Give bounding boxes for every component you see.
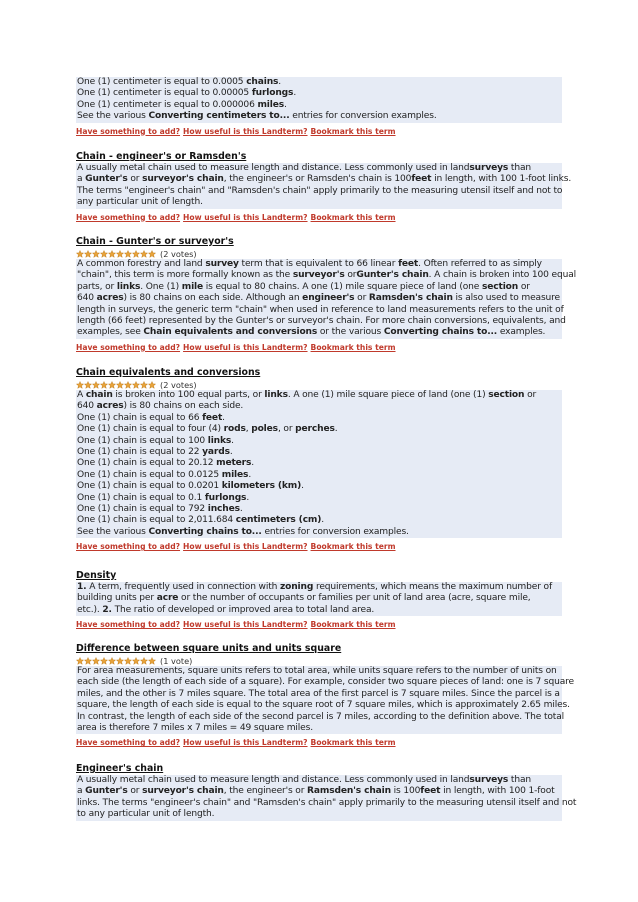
body-line: One (1) chain is equal to 0.1 furlongs.: [77, 492, 250, 503]
entry-actions: [76, 542, 562, 551]
body-line: One (1) chain is equal to 792 inches.: [77, 503, 243, 514]
have-something-to-add-link[interactable]: Have something to add?: [76, 212, 181, 222]
body-line: One (1) chain is equal to 22 yards.: [77, 446, 233, 457]
bookmark-term-link[interactable]: Bookmark this term: [310, 738, 396, 748]
star-icon[interactable]: [132, 657, 140, 665]
star-icon[interactable]: [108, 657, 116, 665]
entry-title[interactable]: Density: [76, 570, 117, 581]
star-icon[interactable]: [76, 381, 84, 389]
body-line: miles, and the other is 7 miles square. The total area of the first parcel is 7 square miles. Since the parcel is a: [77, 688, 560, 699]
rating: [76, 248, 562, 259]
star-icon[interactable]: [84, 657, 92, 665]
entry-title[interactable]: Chain - engineer's or Ramsden's: [76, 151, 247, 162]
body-line: examples, see Chain equivalents and conversions or the various Converting chains to... examples.: [77, 327, 546, 338]
star-icon[interactable]: [124, 381, 132, 389]
star-icon[interactable]: [92, 250, 100, 258]
body-line: One (1) centimeter is equal to 0.0005 chains.: [77, 77, 282, 87]
entry-body: [76, 666, 574, 734]
how-useful-link[interactable]: How useful is this Landterm?: [183, 212, 308, 222]
body-line: 640 acres) is 80 chains on each side. Although an engineer's or Ramsden's chain is also used to measure: [77, 293, 560, 304]
bookmark-term-link[interactable]: Bookmark this term: [310, 620, 396, 630]
star-icon[interactable]: [148, 250, 156, 258]
entry-body: [76, 259, 576, 339]
have-something-to-add-link[interactable]: Have something to add?: [76, 620, 181, 630]
entry-title[interactable]: Engineer's chain: [76, 763, 164, 774]
entry-actions: [76, 127, 562, 136]
body-line: etc.). 2. The ratio of developed or improved area to total land area.: [77, 604, 375, 615]
have-something-to-add-link[interactable]: Have something to add?: [76, 342, 181, 352]
have-something-to-add-link[interactable]: Have something to add?: [76, 542, 181, 552]
star-icon[interactable]: [100, 657, 108, 665]
body-line: A usually metal chain used to measure length and distance. Less commonly used in landsurveys than: [77, 775, 531, 785]
body-line: "chain", this term is more formally known as the surveyor's orGunter's chain. A chain is broken into 100 equal: [77, 270, 576, 281]
star-icon[interactable]: [116, 381, 124, 389]
body-line: A common forestry and land survey term that is equivalent to 66 linear feet. Often referred to as simply: [77, 259, 542, 269]
star-icon[interactable]: [132, 250, 140, 258]
star-icon[interactable]: [124, 657, 132, 665]
rating: [76, 655, 562, 666]
body-line: links. The terms "engineer's chain" and "Ramsden's chain" apply primarily to the measuring utensil itself and not: [77, 797, 577, 808]
entry-engineers-chain: [76, 763, 577, 821]
entry-actions: [76, 213, 562, 222]
body-line: length (66 feet) represented by the Gunter's or surveyor's chain. For more chain conversions, equivalents, and: [77, 315, 566, 326]
entry-body: [76, 77, 562, 123]
body-line: any particular unit of length.: [77, 197, 203, 208]
entry-title[interactable]: Difference between square units and units square: [76, 643, 342, 654]
body-line: The terms "engineer's chain" and "Ramsden's chain" apply primarily to the measuring utensil itself and not to: [77, 185, 563, 196]
body-line: A usually metal chain used to measure length and distance. Less commonly used in landsurveys than: [77, 163, 531, 173]
star-icon[interactable]: [140, 657, 148, 665]
body-line: A chain is broken into 100 equal parts, or links. A one (1) mile square piece of land (one (1) section or: [77, 390, 537, 400]
have-something-to-add-link[interactable]: Have something to add?: [76, 126, 181, 136]
star-icon[interactable]: [148, 381, 156, 389]
body-line: One (1) chain is equal to 0.0201 kilometers (km).: [77, 481, 304, 492]
vote-count: (2 votes): [160, 379, 197, 390]
star-icon[interactable]: [108, 250, 116, 258]
body-line: length in surveys, the generic term "chain" when used in reference to land measurements refers to the unit of: [77, 304, 564, 315]
entry-actions: [76, 620, 562, 629]
how-useful-link[interactable]: How useful is this Landterm?: [183, 342, 308, 352]
entry-chain-gunters: [76, 236, 576, 352]
body-line: One (1) chain is equal to 100 links.: [77, 435, 234, 446]
entry-chain-engineers: [76, 151, 572, 222]
how-useful-link[interactable]: How useful is this Landterm?: [183, 126, 308, 136]
star-icon[interactable]: [140, 381, 148, 389]
rating-stars[interactable]: [76, 657, 156, 665]
star-icon[interactable]: [132, 381, 140, 389]
rating-stars[interactable]: [76, 250, 156, 258]
body-line: 640 acres) is 80 chains on each side.: [77, 401, 244, 412]
entry-actions: [76, 343, 562, 352]
body-line: In contrast, the length of each side of the second parcel is 7 miles, according to the definition above. The total: [77, 711, 564, 722]
bookmark-term-link[interactable]: Bookmark this term: [310, 542, 396, 552]
entry-actions: [76, 738, 562, 747]
entry-body: [76, 775, 577, 821]
entry-body: [76, 390, 562, 538]
entry-square-units: [76, 643, 574, 748]
body-line: a Gunter's or surveyor's chain, the engineer's or Ramsden's chain is 100feet in length, with 100 1-foot links.: [77, 174, 572, 185]
star-icon[interactable]: [116, 250, 124, 258]
rating: [76, 379, 562, 390]
body-line: a Gunter's or surveyor's chain, the engineer's or Ramsden's chain is 100feet in length, with 100 1-foot: [77, 786, 555, 797]
bookmark-term-link[interactable]: Bookmark this term: [310, 342, 396, 352]
star-icon[interactable]: [140, 250, 148, 258]
body-line: each side (the length of each side of a square). For example, consider two square pieces of land: one is 7 square: [77, 677, 574, 688]
have-something-to-add-link[interactable]: Have something to add?: [76, 738, 181, 748]
entry-title[interactable]: Chain - Gunter's or surveyor's: [76, 236, 234, 247]
body-line: One (1) centimeter is equal to 0.00005 furlongs.: [77, 88, 297, 99]
how-useful-link[interactable]: How useful is this Landterm?: [183, 738, 308, 748]
body-line: One (1) chain is equal to 2,011.684 centimeters (cm).: [77, 515, 325, 526]
rating-stars[interactable]: [76, 381, 156, 389]
how-useful-link[interactable]: How useful is this Landterm?: [183, 542, 308, 552]
star-icon[interactable]: [116, 657, 124, 665]
vote-count: (2 votes): [160, 248, 197, 259]
bookmark-term-link[interactable]: Bookmark this term: [310, 212, 396, 222]
star-icon[interactable]: [92, 657, 100, 665]
body-line: square, the length of each side is equal to the square root of 7 square miles, which is approximately 2.65 miles.: [77, 700, 570, 711]
entry-chain-equivalents: [76, 367, 562, 551]
body-line: One (1) chain is equal to 20.12 meters.: [77, 458, 255, 469]
entry-title[interactable]: Chain equivalents and conversions: [76, 367, 261, 378]
body-line: One (1) chain is equal to 66 feet.: [77, 412, 225, 423]
how-useful-link[interactable]: How useful is this Landterm?: [183, 620, 308, 630]
bookmark-term-link[interactable]: Bookmark this term: [310, 126, 396, 136]
body-line: One (1) centimeter is equal to 0.000006 miles.: [77, 99, 287, 110]
star-icon[interactable]: [84, 250, 92, 258]
body-line: parts, or links. One (1) mile is equal to 80 chains. A one (1) mile square piece of land (one section or: [77, 281, 530, 292]
star-icon[interactable]: [76, 657, 84, 665]
body-line: One (1) chain is equal to four (4) rods, poles, or perches.: [77, 424, 338, 435]
entry-body: [76, 163, 572, 209]
vote-count: (1 vote): [160, 655, 193, 666]
entry-body: [76, 582, 562, 616]
entry-density: [76, 570, 562, 629]
star-icon[interactable]: [124, 250, 132, 258]
body-line: to any particular unit of length.: [77, 809, 215, 820]
body-line: 1. A term, frequently used in connection with zoning requirements, which means the maximum number of: [77, 582, 552, 592]
star-icon[interactable]: [84, 381, 92, 389]
star-icon[interactable]: [100, 381, 108, 389]
body-line: For area measurements, square units refers to total area, while units square refers to the number of units on: [77, 666, 557, 676]
body-line: One (1) chain is equal to 0.0125 miles.: [77, 469, 252, 480]
body-line: See the various Converting chains to... entries for conversion examples.: [77, 526, 409, 537]
star-icon[interactable]: [148, 657, 156, 665]
body-line: See the various Converting centimeters to... entries for conversion examples.: [77, 111, 437, 122]
star-icon[interactable]: [92, 381, 100, 389]
star-icon[interactable]: [100, 250, 108, 258]
star-icon[interactable]: [108, 381, 116, 389]
body-line: area is therefore 7 miles x 7 miles = 49 square miles.: [77, 722, 313, 733]
entry-centimeter-end: [76, 77, 562, 136]
body-line: building units per acre or the number of occupants or families per unit of land area (acre, square mile,: [77, 593, 531, 604]
star-icon[interactable]: [76, 250, 84, 258]
